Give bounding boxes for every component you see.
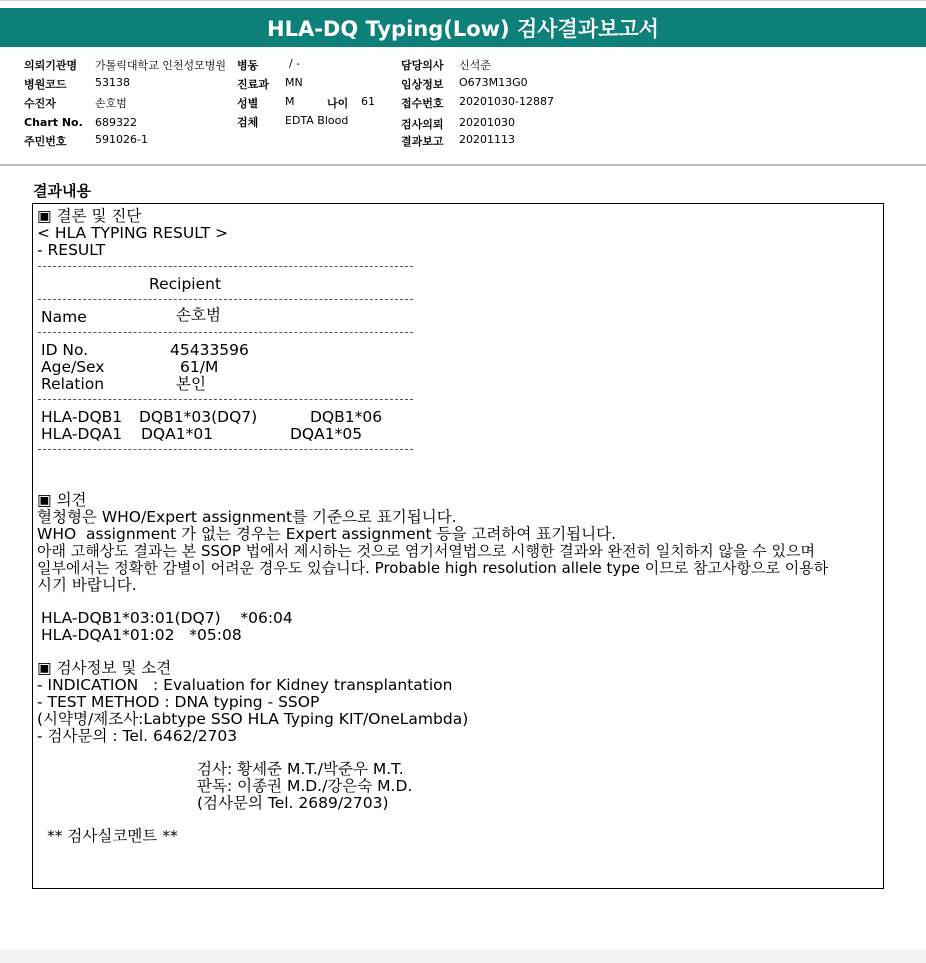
section-title: 결과내용: [33, 182, 91, 200]
highres-dqa1: HLA-DQA1*01:02 *05:08: [41, 626, 242, 644]
signature-line: (검사문의 Tel. 2689/2703): [197, 794, 389, 812]
info-line: (시약명/제조사:Labtype SSO HLA Typing KIT/OneLambda): [37, 710, 469, 728]
dqb1-label: HLA-DQB1: [41, 408, 123, 426]
specimen-value: EDTA Blood: [285, 114, 349, 127]
recipient-heading: Recipient: [149, 275, 222, 293]
clinical-info-label: 임상정보: [401, 78, 444, 91]
name-label: Name: [41, 308, 87, 326]
report-title-banner: [0, 8, 926, 47]
signature-line: 판독: 이종권 M.D./강은숙 M.D.: [197, 777, 413, 795]
opinion-line: 일부에서는 정확한 감별이 어려운 경우도 있습니다. Probable high resolution allele type 이므로 참고사항으로 이용하: [37, 559, 829, 577]
dqa1-allele-2: DQA1*05: [290, 425, 363, 443]
divider: [38, 449, 413, 450]
patient-value: 손호범: [95, 97, 127, 110]
dept-value: MN: [285, 76, 303, 89]
opinion-line: 아래 고해상도 결과는 본 SSOP 법에서 제시하는 것으로 염기서열법으로 시행한 결과와 완전히 일치하지 않을 수 있으며: [37, 542, 815, 560]
report-value: 20201113: [459, 133, 515, 146]
chart-value: 689322: [95, 116, 137, 129]
dqa1-label: HLA-DQA1: [41, 425, 123, 443]
info-line: - INDICATION : Evaluation for Kidney transplantation: [37, 676, 453, 694]
report-label: 결과보고: [401, 135, 444, 148]
chart-label: Chart No.: [24, 116, 83, 129]
request-value: 20201030: [459, 116, 515, 129]
opinion-line: WHO assignment 가 없는 경우는 Expert assignment 등을 고려하여 표기됩니다.: [37, 525, 617, 543]
divider: [38, 332, 413, 333]
highres-dqb1: HLA-DQB1*03:01(DQ7) *06:04: [41, 609, 293, 627]
hospital-code-label: 병원코드: [24, 78, 67, 91]
typing-result-title: < HLA TYPING RESULT >: [37, 224, 229, 242]
opinion-line: 시기 바랍니다.: [37, 576, 137, 594]
sex-label: 성별: [237, 97, 259, 110]
patient-label: 수진자: [24, 97, 56, 110]
signature-line: 검사: 황세준 M.T./박준우 M.T.: [197, 760, 404, 778]
id-value: 45433596: [170, 341, 249, 359]
age-value: 61: [361, 95, 375, 108]
receipt-value: 20201030-12887: [459, 95, 554, 108]
age-label: 나이: [327, 97, 349, 110]
dqb1-allele-1: DQB1*03(DQ7): [139, 408, 258, 426]
footer-bar: [0, 950, 926, 963]
agesex-label: Age/Sex: [41, 358, 105, 376]
ward-label: 병동: [237, 59, 259, 72]
divider: [38, 266, 413, 267]
info-line: - 검사문의 : Tel. 6462/2703: [37, 727, 238, 745]
hospital-code-value: 53138: [95, 76, 130, 89]
divider: [38, 399, 413, 400]
institution-label: 의뢰기관명: [24, 59, 78, 72]
resident-value: 591026-1: [95, 133, 148, 146]
divider: [38, 299, 413, 300]
request-label: 검사의뢰: [401, 118, 444, 131]
doctor-label: 담당의사: [401, 59, 444, 72]
specimen-label: 검체: [237, 116, 259, 129]
top-border: [0, 0, 926, 1]
result-content-box: [32, 203, 884, 889]
conclusion-heading: ▣ 결론 및 진단: [37, 207, 142, 225]
header-divider: [0, 164, 926, 166]
dqb1-allele-2: DQB1*06: [310, 408, 383, 426]
id-label: ID No.: [41, 341, 89, 359]
report-title: HLA-DQ Typing(Low) 검사결과보고서: [267, 16, 659, 41]
result-label: - RESULT: [37, 241, 106, 259]
dqa1-allele-1: DQA1*01: [141, 425, 214, 443]
sex-value: M: [285, 95, 295, 108]
name-value: 손호범: [176, 306, 221, 324]
resident-label: 주민번호: [24, 135, 67, 148]
dept-label: 진료과: [237, 78, 269, 91]
agesex-value: 61/M: [180, 358, 219, 376]
info-heading: ▣ 검사정보 및 소견: [37, 659, 172, 677]
clinical-info-value: O673M13G0: [459, 76, 528, 89]
relation-label: Relation: [41, 375, 105, 393]
info-line: - TEST METHOD : DNA typing - SSOP: [37, 693, 320, 711]
opinion-line: 혈청형은 WHO/Expert assignment를 기준으로 표기됩니다.: [37, 508, 457, 526]
receipt-label: 접수번호: [401, 97, 444, 110]
ward-value: / -: [289, 57, 301, 70]
institution-value: 가톨릭대학교 인천성모병원: [95, 59, 227, 72]
lab-comment-title: ** 검사실코멘트 **: [47, 827, 178, 845]
doctor-value: 신석준: [459, 59, 491, 72]
relation-value: 본인: [176, 375, 206, 393]
opinion-heading: ▣ 의견: [37, 491, 87, 509]
